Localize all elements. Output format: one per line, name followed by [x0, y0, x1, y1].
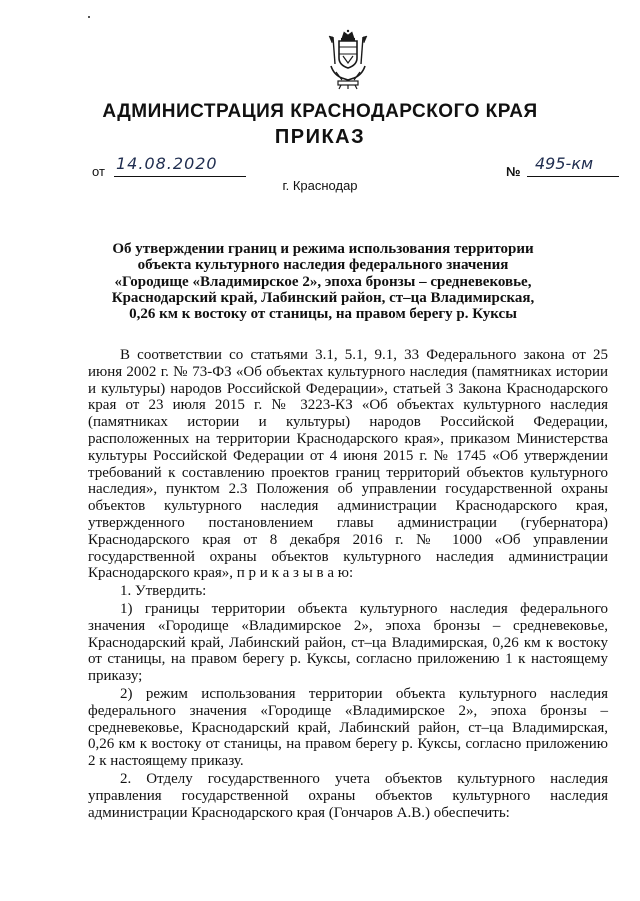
- subitem-2-paragraph: 2) режим использования территории объекта культурного наследия федерального значения «Городище «Владимирское 2», эпоха бронзы – средневековье, Краснодарский край, Лабинский район, ст–ца Владимирская, 0,26 км к востоку от станицы, на правом берегу р. Куксы, согласно приложению 2 к настоящему приказу.: [88, 685, 608, 770]
- title-line: объекта культурного наследия федерального значения: [137, 257, 509, 274]
- scan-dot: [88, 16, 90, 18]
- order-number: 495-км: [527, 154, 619, 177]
- title-line: 0,26 км к востоку от станицы, на правом берегу р. Куксы: [129, 306, 517, 323]
- document-type: ПРИКАЗ: [274, 126, 366, 148]
- number-prefix: №: [506, 164, 521, 179]
- order-date: 14.08.2020: [114, 154, 246, 177]
- order-title: [88, 241, 558, 322]
- title-line: «Городище «Владимирское 2», эпоха бронзы – средневековье,: [114, 273, 532, 290]
- preamble-paragraph: В соответствии со статьями 3.1, 5.1, 9.1, 33 Федерального закона от 25 июня 2002 г. № 73-ФЗ «Об объектах культурного наследия (памятниках истории и культуры) народов Российской Федерации», статьей 3 Закона Краснодарского края от 23 июля 2015 г. № 3223-КЗ «Об объектах культурного наследия (памятниках истории и культуры) народов Российской Федерации, расположенных на территории Краснодарского края», приказом Министерства культуры Российской Федерации от 4 июня 2015 г. № 1745 «Об утверждении требований к составлению проектов границ территорий объектов культурного наследия», пунктом 2.3 Положения об управлении государственной охраны объектов культурного наследия администрации Краснодарского края, утвержденного постановлением главы администрации (губернатора) Краснодарского края от 8 декабря 2016 г. № 1000 «Об управлении государственной охраны объектов культурного наследия администрации Краснодарского края», п р и к а з ы в а ю:: [88, 347, 608, 582]
- date-prefix: от: [92, 164, 105, 179]
- title-line: Краснодарский край, Лабинский район, ст–ца Владимирская,: [111, 289, 535, 306]
- organization-name: АДМИНИСТРАЦИЯ КРАСНОДАРСКОГО КРАЯ: [102, 101, 538, 122]
- city: г. Краснодар: [282, 178, 358, 193]
- item-2-paragraph: 2. Отделу государственного учета объектов культурного наследия управления государственной охраны объектов культурного наследия администрации Краснодарского края (Гончаров А.В.) обеспечить:: [88, 770, 608, 821]
- item-1-heading: 1. Утвердить:: [120, 583, 207, 600]
- coat-of-arms-icon: [326, 28, 370, 90]
- order-body: [88, 347, 608, 821]
- title-line: Об утверждении границ и режима использования территории: [112, 241, 534, 257]
- subitem-1-paragraph: 1) границы территории объекта культурного наследия федерального значения «Городище «Владимирское 2», эпоха бронзы – средневековье, Краснодарский край, Лабинский район, ст–ца Владимирская, 0,26 км к востоку от станицы, на правом берегу р. Куксы, согласно приложению 1 к настоящему приказу;: [88, 600, 608, 685]
